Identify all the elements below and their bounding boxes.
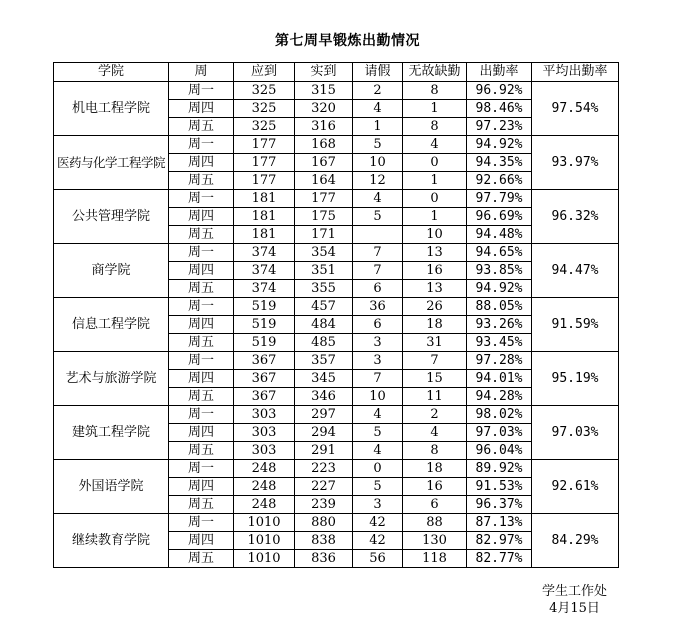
cell-actual: 346 [295,388,353,406]
cell-leave: 3 [353,334,403,352]
college-name: 外国语学院 [54,460,169,514]
column-header: 平均出勤率 [532,63,619,82]
cell-rate: 93.85% [467,262,532,280]
attendance-table [53,62,619,568]
cell-actual: 485 [295,334,353,352]
cell-actual: 457 [295,298,353,316]
table-row [54,136,619,154]
column-header: 学院 [54,63,169,82]
cell-day: 周四 [169,262,234,280]
cell-rate: 82.97% [467,532,532,550]
cell-leave: 5 [353,478,403,496]
cell-rate: 87.13% [467,514,532,532]
cell-day: 周四 [169,478,234,496]
cell-leave: 7 [353,244,403,262]
table-row [54,460,619,478]
cell-actual: 175 [295,208,353,226]
cell-actual: 167 [295,154,353,172]
cell-actual: 315 [295,82,353,100]
cell-absent: 16 [403,478,467,496]
cell-day: 周一 [169,136,234,154]
cell-absent: 26 [403,298,467,316]
cell-leave: 0 [353,460,403,478]
cell-leave: 3 [353,352,403,370]
college-average-rate: 95.19% [532,352,619,406]
cell-day: 周五 [169,496,234,514]
cell-expected: 1010 [234,514,295,532]
cell-leave: 10 [353,154,403,172]
cell-rate: 97.28% [467,352,532,370]
cell-rate: 94.92% [467,136,532,154]
table-header-row [54,63,619,82]
cell-absent: 8 [403,442,467,460]
cell-rate: 97.03% [467,424,532,442]
cell-actual: 177 [295,190,353,208]
cell-leave: 4 [353,442,403,460]
cell-expected: 177 [234,172,295,190]
cell-expected: 177 [234,154,295,172]
cell-absent: 7 [403,352,467,370]
cell-actual: 355 [295,280,353,298]
cell-leave: 5 [353,136,403,154]
cell-absent: 4 [403,424,467,442]
cell-leave: 5 [353,208,403,226]
cell-rate: 98.46% [467,100,532,118]
cell-expected: 177 [234,136,295,154]
cell-leave: 3 [353,496,403,514]
cell-absent: 16 [403,262,467,280]
cell-expected: 374 [234,244,295,262]
cell-rate: 96.92% [467,82,532,100]
cell-day: 周一 [169,406,234,424]
column-header: 应到 [234,63,295,82]
cell-day: 周四 [169,100,234,118]
cell-day: 周四 [169,424,234,442]
cell-day: 周五 [169,172,234,190]
college-name: 建筑工程学院 [54,406,169,460]
cell-absent: 18 [403,316,467,334]
cell-absent: 1 [403,100,467,118]
cell-rate: 93.26% [467,316,532,334]
college-average-rate: 93.97% [532,136,619,190]
college-name: 商学院 [54,244,169,298]
cell-expected: 248 [234,460,295,478]
cell-day: 周一 [169,244,234,262]
cell-leave: 36 [353,298,403,316]
cell-expected: 248 [234,478,295,496]
cell-expected: 367 [234,370,295,388]
cell-actual: 357 [295,352,353,370]
table-row [54,190,619,208]
cell-leave: 7 [353,262,403,280]
column-header: 实到 [295,63,353,82]
cell-absent: 8 [403,118,467,136]
cell-leave: 4 [353,406,403,424]
cell-day: 周四 [169,208,234,226]
cell-actual: 294 [295,424,353,442]
cell-expected: 325 [234,100,295,118]
cell-expected: 325 [234,82,295,100]
cell-absent: 1 [403,208,467,226]
cell-absent: 1 [403,172,467,190]
college-average-rate: 91.59% [532,298,619,352]
cell-actual: 345 [295,370,353,388]
cell-leave [353,226,403,244]
cell-expected: 303 [234,424,295,442]
cell-expected: 1010 [234,550,295,568]
cell-rate: 92.66% [467,172,532,190]
cell-actual: 836 [295,550,353,568]
cell-leave: 5 [353,424,403,442]
college-average-rate: 94.47% [532,244,619,298]
cell-day: 周五 [169,280,234,298]
cell-absent: 11 [403,388,467,406]
cell-absent: 13 [403,244,467,262]
cell-leave: 56 [353,550,403,568]
cell-expected: 367 [234,352,295,370]
college-name: 医药与化学工程学院 [54,136,169,190]
cell-absent: 130 [403,532,467,550]
cell-expected: 519 [234,298,295,316]
cell-actual: 880 [295,514,353,532]
cell-rate: 93.45% [467,334,532,352]
table-row [54,352,619,370]
table-row [54,244,619,262]
cell-leave: 6 [353,316,403,334]
cell-rate: 88.05% [467,298,532,316]
college-name: 信息工程学院 [54,298,169,352]
cell-day: 周五 [169,442,234,460]
table-row [54,298,619,316]
cell-day: 周五 [169,388,234,406]
cell-expected: 248 [234,496,295,514]
cell-absent: 18 [403,460,467,478]
column-header: 请假 [353,63,403,82]
cell-absent: 15 [403,370,467,388]
cell-rate: 96.69% [467,208,532,226]
cell-day: 周一 [169,82,234,100]
cell-rate: 82.77% [467,550,532,568]
college-name: 公共管理学院 [54,190,169,244]
column-header: 出勤率 [467,63,532,82]
table-row [54,406,619,424]
cell-rate: 94.65% [467,244,532,262]
cell-absent: 0 [403,154,467,172]
cell-expected: 181 [234,226,295,244]
cell-day: 周五 [169,118,234,136]
column-header: 周 [169,63,234,82]
cell-absent: 13 [403,280,467,298]
cell-absent: 10 [403,226,467,244]
college-name: 机电工程学院 [54,82,169,136]
cell-actual: 838 [295,532,353,550]
cell-actual: 164 [295,172,353,190]
cell-actual: 171 [295,226,353,244]
cell-day: 周四 [169,154,234,172]
cell-leave: 2 [353,82,403,100]
cell-expected: 374 [234,280,295,298]
cell-leave: 6 [353,280,403,298]
cell-absent: 6 [403,496,467,514]
cell-expected: 303 [234,442,295,460]
footer-org: 学生工作处 [541,584,607,599]
college-average-rate: 97.54% [532,82,619,136]
cell-leave: 4 [353,190,403,208]
cell-absent: 4 [403,136,467,154]
cell-actual: 291 [295,442,353,460]
cell-day: 周四 [169,532,234,550]
cell-absent: 118 [403,550,467,568]
cell-actual: 354 [295,244,353,262]
cell-day: 周一 [169,298,234,316]
cell-rate: 94.48% [467,226,532,244]
cell-actual: 223 [295,460,353,478]
cell-absent: 0 [403,190,467,208]
college-average-rate: 92.61% [532,460,619,514]
cell-expected: 303 [234,406,295,424]
cell-leave: 42 [353,514,403,532]
cell-day: 周五 [169,334,234,352]
cell-leave: 12 [353,172,403,190]
cell-day: 周一 [169,514,234,532]
cell-actual: 239 [295,496,353,514]
cell-leave: 4 [353,100,403,118]
cell-leave: 10 [353,388,403,406]
cell-rate: 96.04% [467,442,532,460]
cell-rate: 94.28% [467,388,532,406]
cell-expected: 519 [234,316,295,334]
cell-actual: 297 [295,406,353,424]
footer [542,583,607,617]
cell-expected: 1010 [234,532,295,550]
cell-day: 周一 [169,352,234,370]
table-row [54,514,619,532]
cell-day: 周五 [169,226,234,244]
cell-expected: 181 [234,208,295,226]
cell-actual: 484 [295,316,353,334]
cell-rate: 94.01% [467,370,532,388]
cell-day: 周四 [169,316,234,334]
cell-rate: 96.37% [467,496,532,514]
table-row [54,82,619,100]
cell-rate: 94.35% [467,154,532,172]
cell-leave: 42 [353,532,403,550]
footer-date: 4月15日 [549,601,600,616]
college-name: 艺术与旅游学院 [54,352,169,406]
cell-rate: 89.92% [467,460,532,478]
cell-rate: 98.02% [467,406,532,424]
cell-day: 周一 [169,460,234,478]
cell-actual: 351 [295,262,353,280]
cell-day: 周四 [169,370,234,388]
cell-expected: 374 [234,262,295,280]
college-name: 继续教育学院 [54,514,169,568]
college-average-rate: 84.29% [532,514,619,568]
cell-actual: 316 [295,118,353,136]
cell-rate: 94.92% [467,280,532,298]
cell-rate: 97.23% [467,118,532,136]
cell-rate: 91.53% [467,478,532,496]
cell-leave: 7 [353,370,403,388]
cell-absent: 31 [403,334,467,352]
cell-actual: 168 [295,136,353,154]
cell-actual: 227 [295,478,353,496]
cell-absent: 88 [403,514,467,532]
page-title: 第七周早锻炼出勤情况 [275,33,420,49]
cell-actual: 320 [295,100,353,118]
cell-expected: 367 [234,388,295,406]
cell-rate: 97.79% [467,190,532,208]
cell-expected: 181 [234,190,295,208]
cell-leave: 1 [353,118,403,136]
college-average-rate: 96.32% [532,190,619,244]
cell-day: 周五 [169,550,234,568]
college-average-rate: 97.03% [532,406,619,460]
cell-absent: 2 [403,406,467,424]
cell-day: 周一 [169,190,234,208]
cell-expected: 325 [234,118,295,136]
column-header: 无故缺勤 [403,63,467,82]
cell-absent: 8 [403,82,467,100]
cell-expected: 519 [234,334,295,352]
